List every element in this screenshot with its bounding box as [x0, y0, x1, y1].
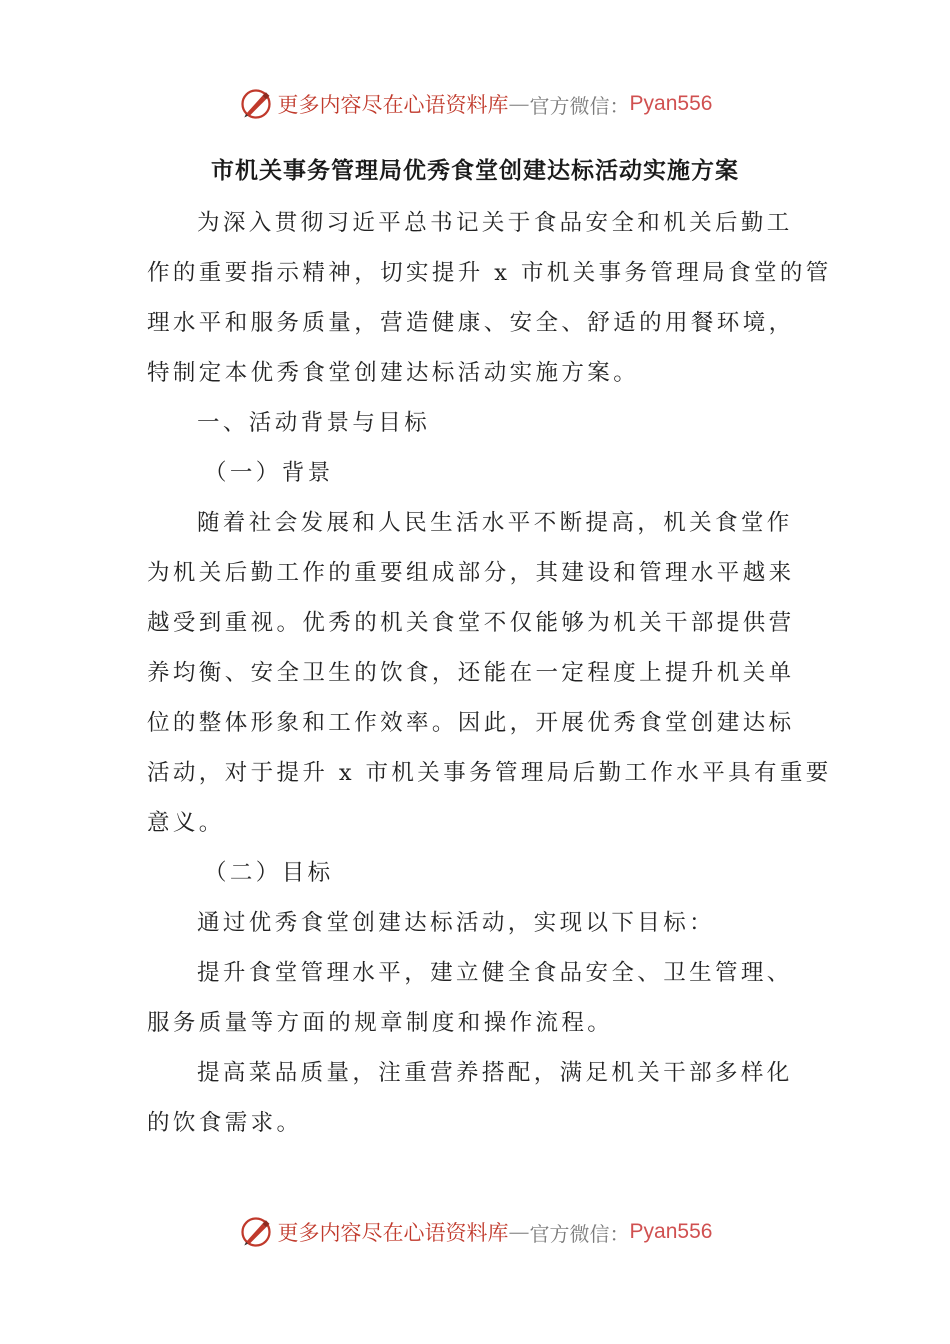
- paragraph-line: 意义。: [147, 810, 225, 836]
- watermark-footer: [0, 1210, 950, 1254]
- watermark-wechat-id: Pyan556: [629, 92, 713, 115]
- paragraph-line: 为机关后勤工作的重要组成部分，其建设和管理水平越来: [147, 560, 795, 586]
- paragraph-line: 随着社会发展和人民生活水平不断提高，机关食堂作: [197, 510, 793, 536]
- pen-logo-icon: [238, 86, 274, 122]
- subsection-heading: （二）目标: [204, 860, 334, 886]
- watermark-wechat-id: Pyan556: [629, 1220, 713, 1243]
- paragraph-line: 养均衡、安全卫生的饮食，还能在一定程度上提升机关单: [147, 660, 795, 686]
- watermark-separator: —: [508, 92, 530, 116]
- paragraph-line: 位的整体形象和工作效率。因此，开展优秀食堂创建达标: [147, 710, 795, 736]
- paragraph-line: 提高菜品质量，注重营养搭配，满足机关干部多样化: [197, 1060, 793, 1086]
- watermark-brand: 更多内容尽在心语资料库: [277, 93, 509, 117]
- paragraph-line: 的饮食需求。: [147, 1110, 303, 1136]
- document-body: [147, 198, 832, 1148]
- subsection-heading: （一）背景: [204, 460, 334, 486]
- paragraph-line: 为深入贯彻习近平总书记关于食品安全和机关后勤工: [197, 210, 793, 236]
- watermark-header: [0, 82, 950, 126]
- watermark-brand: 更多内容尽在心语资料库: [277, 1221, 509, 1245]
- paragraph-line: 提升食堂管理水平，建立健全食品安全、卫生管理、: [197, 960, 793, 986]
- paragraph-line: 越受到重视。优秀的机关食堂不仅能够为机关干部提供营: [147, 610, 795, 636]
- watermark-official-label: 官方微信：: [529, 1221, 630, 1246]
- section-heading: 一、活动背景与目标: [197, 410, 431, 436]
- watermark-separator: —: [508, 1220, 530, 1244]
- paragraph-line: 理水平和服务质量，营造健康、安全、舒适的用餐环境，: [147, 310, 795, 336]
- paragraph-line: 通过优秀食堂创建达标活动，实现以下目标：: [197, 910, 716, 936]
- paragraph-line: 特制定本优秀食堂创建达标活动实施方案。: [147, 360, 640, 386]
- watermark-official-label: 官方微信：: [529, 93, 630, 118]
- document-title: 市机关事务管理局优秀食堂创建达标活动实施方案: [211, 157, 739, 184]
- paragraph-line: 活动，对于提升 x 市机关事务管理局后勤工作水平具有重要: [147, 760, 832, 786]
- paragraph-line: 作的重要指示精神，切实提升 x 市机关事务管理局食堂的管: [147, 260, 832, 286]
- paragraph-line: 服务质量等方面的规章制度和操作流程。: [147, 1010, 614, 1036]
- pen-logo-icon: [238, 1214, 274, 1250]
